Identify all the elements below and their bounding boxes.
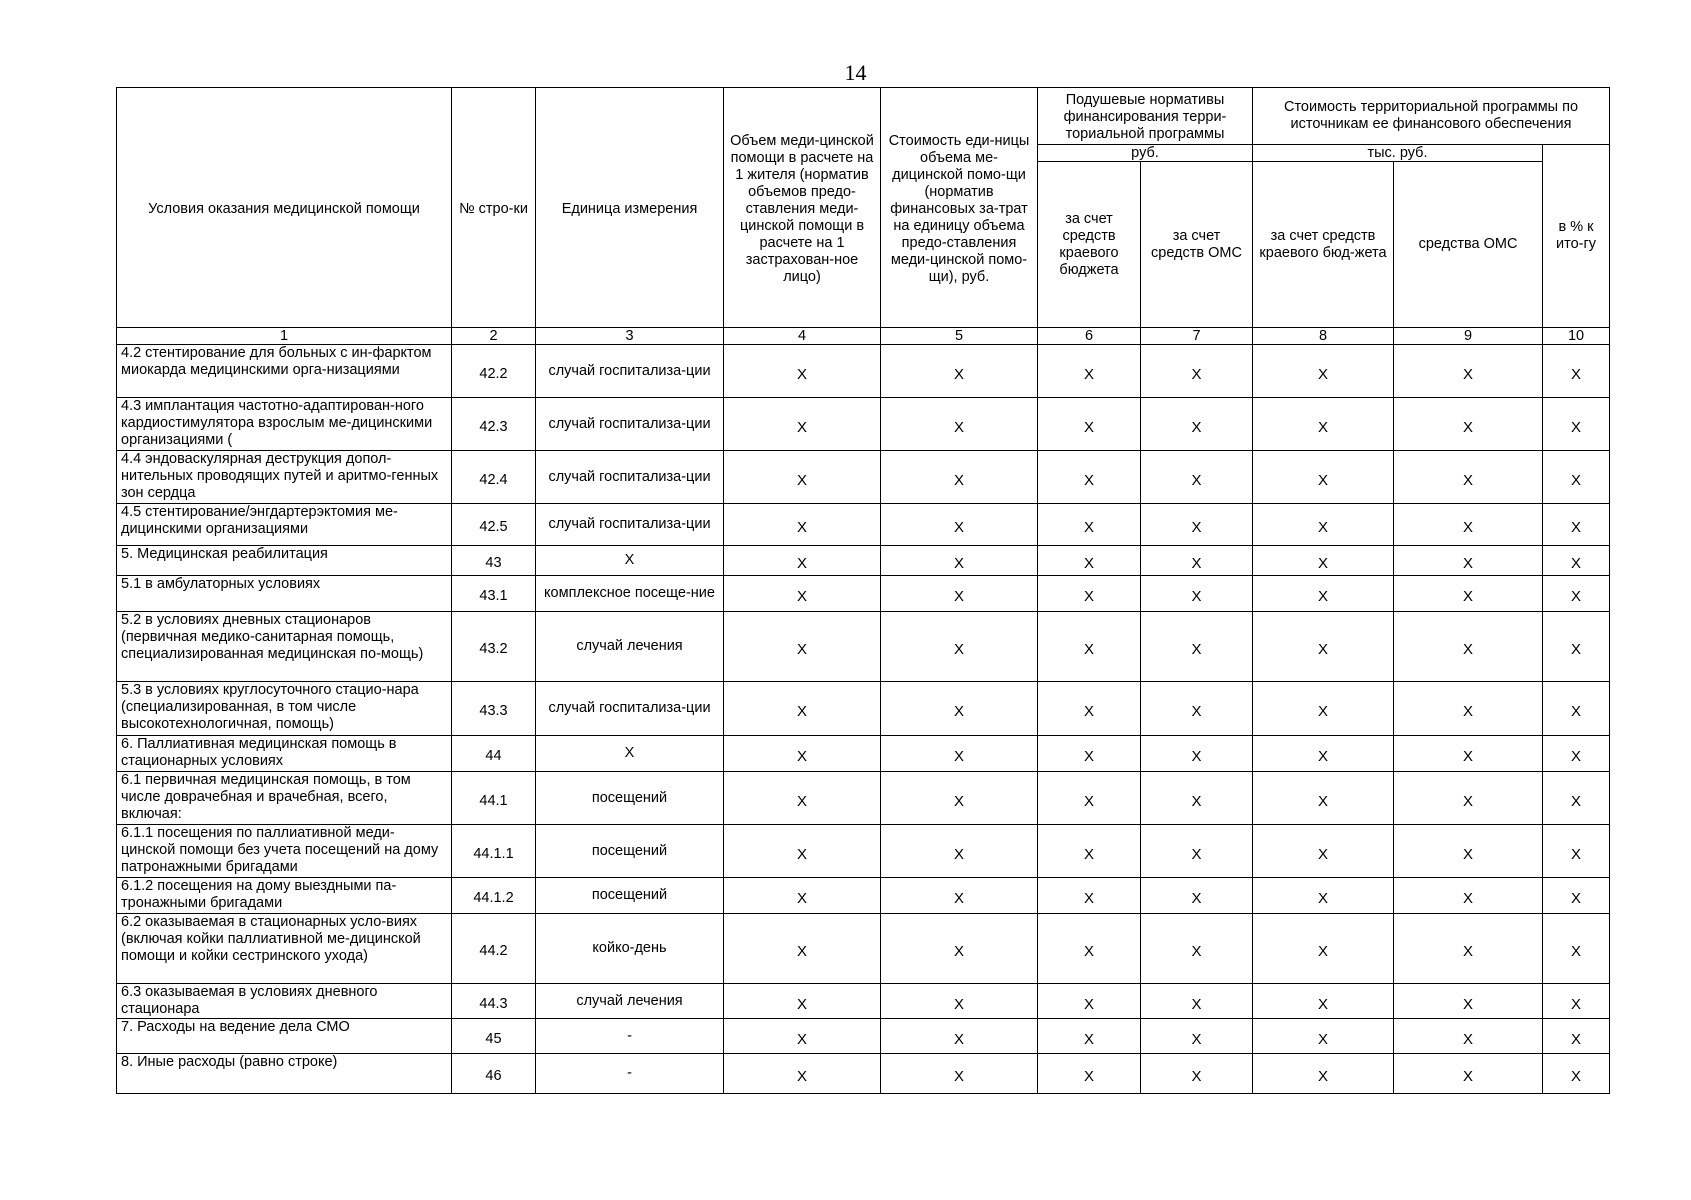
financing-table (116, 87, 1610, 1094)
header-cost-unit: тыс. руб. (1253, 145, 1543, 162)
row-value: X (1141, 772, 1253, 825)
row-value: X (881, 612, 1038, 682)
column-number: 9 (1394, 328, 1543, 345)
row-value: X (1038, 736, 1141, 772)
row-line-number: 46 (452, 1054, 536, 1094)
row-value: X (724, 825, 881, 878)
row-value: X (724, 772, 881, 825)
row-value: X (724, 451, 881, 504)
row-condition: 6.2 оказываемая в стационарных усло-виях (включая койки паллиативной ме-дицинской помощи и койки сестринского ухода) (117, 914, 452, 984)
row-value: X (724, 1054, 881, 1094)
row-value: X (1543, 878, 1610, 914)
table-row (117, 825, 1610, 878)
row-value: X (1394, 576, 1543, 612)
row-condition: 5.2 в условиях дневных стационаров (первичная медико-санитарная помощь, специализированная медицинская по-мощь) (117, 612, 452, 682)
row-value: X (724, 398, 881, 451)
row-line-number: 44.2 (452, 914, 536, 984)
row-value: X (724, 914, 881, 984)
row-value: X (881, 546, 1038, 576)
row-value: X (1141, 878, 1253, 914)
row-line-number: 44.1.2 (452, 878, 536, 914)
table-row (117, 398, 1610, 451)
header-per-capita-unit: руб. (1038, 145, 1253, 162)
row-value: X (881, 736, 1038, 772)
row-unit: случай госпитализа-ции (536, 682, 724, 736)
row-value: X (1141, 504, 1253, 546)
column-number: 1 (117, 328, 452, 345)
row-line-number: 44.3 (452, 984, 536, 1019)
table-row (117, 1019, 1610, 1054)
table-row (117, 878, 1610, 914)
row-condition: 6.1 первичная медицинская помощь, в том числе доврачебная и врачебная, всего, включая: (117, 772, 452, 825)
row-unit: посещений (536, 825, 724, 878)
header-volume: Объем меди-цинской помощи в расчете на 1 жителя (норматив объемов предо-ставления меди-цинской помощи в расчете на 1 застрахован-ное лицо) (724, 88, 881, 328)
table-row (117, 576, 1610, 612)
row-value: X (724, 984, 881, 1019)
column-number: 7 (1141, 328, 1253, 345)
row-value: X (724, 546, 881, 576)
row-value: X (1253, 546, 1394, 576)
row-value: X (1038, 825, 1141, 878)
row-line-number: 43.1 (452, 576, 536, 612)
row-unit: случай госпитализа-ции (536, 345, 724, 398)
row-value: X (724, 612, 881, 682)
table-row (117, 345, 1610, 398)
column-number: 6 (1038, 328, 1141, 345)
row-value: X (724, 1019, 881, 1054)
row-value: X (1141, 736, 1253, 772)
table-row (117, 1054, 1610, 1094)
row-line-number: 44.1 (452, 772, 536, 825)
header-per-capita-group: Подушевые нормативы финансирования терри-ториальной программы (1038, 88, 1253, 145)
page-number: 14 (844, 60, 867, 85)
row-value: X (1141, 914, 1253, 984)
row-value: X (1253, 984, 1394, 1019)
row-line-number: 45 (452, 1019, 536, 1054)
row-unit: X (536, 736, 724, 772)
row-value: X (1141, 825, 1253, 878)
row-value: X (1253, 612, 1394, 682)
row-value: X (724, 736, 881, 772)
row-value: X (1038, 504, 1141, 546)
row-unit: - (536, 1054, 724, 1094)
row-value: X (1543, 1019, 1610, 1054)
row-value: X (1543, 825, 1610, 878)
row-value: X (1038, 345, 1141, 398)
row-value: X (1394, 772, 1543, 825)
row-value: X (1543, 546, 1610, 576)
row-value: X (1253, 451, 1394, 504)
row-value: X (881, 825, 1038, 878)
row-value: X (1038, 398, 1141, 451)
row-unit: койко-день (536, 914, 724, 984)
row-unit: случай госпитализа-ции (536, 504, 724, 546)
row-value: X (1394, 825, 1543, 878)
row-value: X (1253, 914, 1394, 984)
table-row (117, 451, 1610, 504)
table-row (117, 984, 1610, 1019)
header-cost-regional: за счет средств краевого бюд-жета (1253, 162, 1394, 328)
table-row (117, 546, 1610, 576)
column-number: 10 (1543, 328, 1610, 345)
row-value: X (1394, 1054, 1543, 1094)
row-value: X (1394, 612, 1543, 682)
header-cost-oms: средства ОМС (1394, 162, 1543, 328)
row-value: X (1394, 914, 1543, 984)
row-line-number: 42.4 (452, 451, 536, 504)
row-value: X (1394, 546, 1543, 576)
row-value: X (1141, 682, 1253, 736)
header-cost-group: Стоимость территориальной программы по источникам ее финансового обеспечения (1253, 88, 1610, 145)
row-value: X (881, 878, 1038, 914)
row-value: X (1543, 736, 1610, 772)
header-per-capita-oms: за счет средств ОМС (1141, 162, 1253, 328)
row-value: X (1253, 576, 1394, 612)
column-number: 8 (1253, 328, 1394, 345)
row-value: X (881, 984, 1038, 1019)
row-value: X (1394, 398, 1543, 451)
row-unit: - (536, 1019, 724, 1054)
row-value: X (724, 345, 881, 398)
row-line-number: 42.5 (452, 504, 536, 546)
row-value: X (1394, 345, 1543, 398)
row-value: X (1038, 612, 1141, 682)
row-value: X (1394, 984, 1543, 1019)
row-value: X (1543, 576, 1610, 612)
row-value: X (1141, 398, 1253, 451)
row-value: X (1038, 914, 1141, 984)
row-unit: посещений (536, 772, 724, 825)
row-value: X (1543, 682, 1610, 736)
row-unit: случай госпитализа-ции (536, 398, 724, 451)
row-unit: X (536, 546, 724, 576)
header-unit-cost: Стоимость еди-ницы объема ме-дицинской помо-щи (норматив финансовых за-трат на единицу объема предо-ставления меди-цинской помо-щи), руб. (881, 88, 1038, 328)
row-value: X (881, 451, 1038, 504)
row-value: X (1394, 878, 1543, 914)
row-line-number: 42.3 (452, 398, 536, 451)
row-value: X (724, 682, 881, 736)
row-value: X (881, 576, 1038, 612)
row-value: X (881, 682, 1038, 736)
row-value: X (1543, 612, 1610, 682)
header-per-capita-regional: за счет средств краевого бюджета (1038, 162, 1141, 328)
row-value: X (1253, 504, 1394, 546)
row-value: X (1394, 504, 1543, 546)
column-number-row (117, 328, 1610, 345)
row-unit: посещений (536, 878, 724, 914)
column-number: 2 (452, 328, 536, 345)
row-line-number: 43.3 (452, 682, 536, 736)
row-value: X (1543, 984, 1610, 1019)
row-value: X (1141, 546, 1253, 576)
row-condition: 5.1 в амбулаторных условиях (117, 576, 452, 612)
row-line-number: 43.2 (452, 612, 536, 682)
header-conditions: Условия оказания медицинской помощи (117, 88, 452, 328)
row-value: X (881, 1054, 1038, 1094)
row-value: X (881, 345, 1038, 398)
row-line-number: 44.1.1 (452, 825, 536, 878)
row-condition: 8. Иные расходы (равно строке) (117, 1054, 452, 1094)
row-value: X (1543, 772, 1610, 825)
row-condition: 6.3 оказываемая в условиях дневного стационара (117, 984, 452, 1019)
table-row (117, 682, 1610, 736)
row-value: X (1253, 878, 1394, 914)
row-value: X (1253, 825, 1394, 878)
row-value: X (724, 878, 881, 914)
row-unit: случай лечения (536, 612, 724, 682)
row-line-number: 43 (452, 546, 536, 576)
column-number: 4 (724, 328, 881, 345)
table-row (117, 772, 1610, 825)
row-value: X (724, 504, 881, 546)
row-condition: 4.2 стентирование для больных с ин-фарктом миокарда медицинскими орга-низациями (117, 345, 452, 398)
row-value: X (1394, 682, 1543, 736)
table-row (117, 914, 1610, 984)
row-value: X (1543, 1054, 1610, 1094)
row-value: X (1253, 772, 1394, 825)
row-value: X (1141, 451, 1253, 504)
row-value: X (1038, 546, 1141, 576)
row-condition: 7. Расходы на ведение дела СМО (117, 1019, 452, 1054)
column-number: 5 (881, 328, 1038, 345)
row-unit: случай лечения (536, 984, 724, 1019)
row-unit: комплексное посеще-ние (536, 576, 724, 612)
row-value: X (1038, 878, 1141, 914)
row-value: X (1038, 1054, 1141, 1094)
row-value: X (1394, 1019, 1543, 1054)
row-value: X (1038, 772, 1141, 825)
row-value: X (1141, 576, 1253, 612)
row-value: X (1141, 1054, 1253, 1094)
row-value: X (1543, 398, 1610, 451)
row-value: X (1543, 451, 1610, 504)
row-value: X (1038, 682, 1141, 736)
row-value: X (881, 398, 1038, 451)
header-unit: Единица измерения (536, 88, 724, 328)
row-value: X (881, 914, 1038, 984)
row-value: X (1141, 345, 1253, 398)
table-row (117, 736, 1610, 772)
row-value: X (1253, 1019, 1394, 1054)
row-value: X (1038, 576, 1141, 612)
row-value: X (1038, 451, 1141, 504)
row-condition: 6.1.1 посещения по паллиативной меди-цинской помощи без учета посещений на дому патронажными бригадами (117, 825, 452, 878)
row-value: X (724, 576, 881, 612)
row-line-number: 42.2 (452, 345, 536, 398)
row-line-number: 44 (452, 736, 536, 772)
row-value: X (881, 1019, 1038, 1054)
row-value: X (1253, 682, 1394, 736)
row-value: X (1141, 1019, 1253, 1054)
row-condition: 4.3 имплантация частотно-адаптирован-ного кардиостимулятора взрослым ме-дицинскими организациями ( (117, 398, 452, 451)
header-line-number: № стро-ки (452, 88, 536, 328)
row-value: X (1394, 451, 1543, 504)
row-value: X (1543, 504, 1610, 546)
row-unit: случай госпитализа-ции (536, 451, 724, 504)
row-condition: 5. Медицинская реабилитация (117, 546, 452, 576)
row-condition: 4.4 эндоваскулярная деструкция допол-нительных проводящих путей и аритмо-генных зон сердца (117, 451, 452, 504)
table-row (117, 504, 1610, 546)
column-number: 3 (536, 328, 724, 345)
row-value: X (1253, 1054, 1394, 1094)
row-condition: 4.5 стентирование/энгдартерэктомия ме-дицинскими организациями (117, 504, 452, 546)
row-value: X (1253, 345, 1394, 398)
row-condition: 5.3 в условиях круглосуточного стацио-нара (специализированная, в том числе высокотехнологичная, помощь) (117, 682, 452, 736)
row-value: X (1253, 398, 1394, 451)
row-value: X (1038, 984, 1141, 1019)
row-value: X (1141, 984, 1253, 1019)
table-row (117, 612, 1610, 682)
row-value: X (1141, 612, 1253, 682)
row-value: X (1543, 914, 1610, 984)
row-value: X (881, 504, 1038, 546)
row-value: X (1253, 736, 1394, 772)
row-value: X (1543, 345, 1610, 398)
row-condition: 6. Паллиативная медицинская помощь в стационарных условиях (117, 736, 452, 772)
row-value: X (1394, 736, 1543, 772)
row-value: X (1038, 1019, 1141, 1054)
row-value: X (881, 772, 1038, 825)
header-percent: в % к ито-гу (1543, 145, 1610, 328)
row-condition: 6.1.2 посещения на дому выездными па-тронажными бригадами (117, 878, 452, 914)
